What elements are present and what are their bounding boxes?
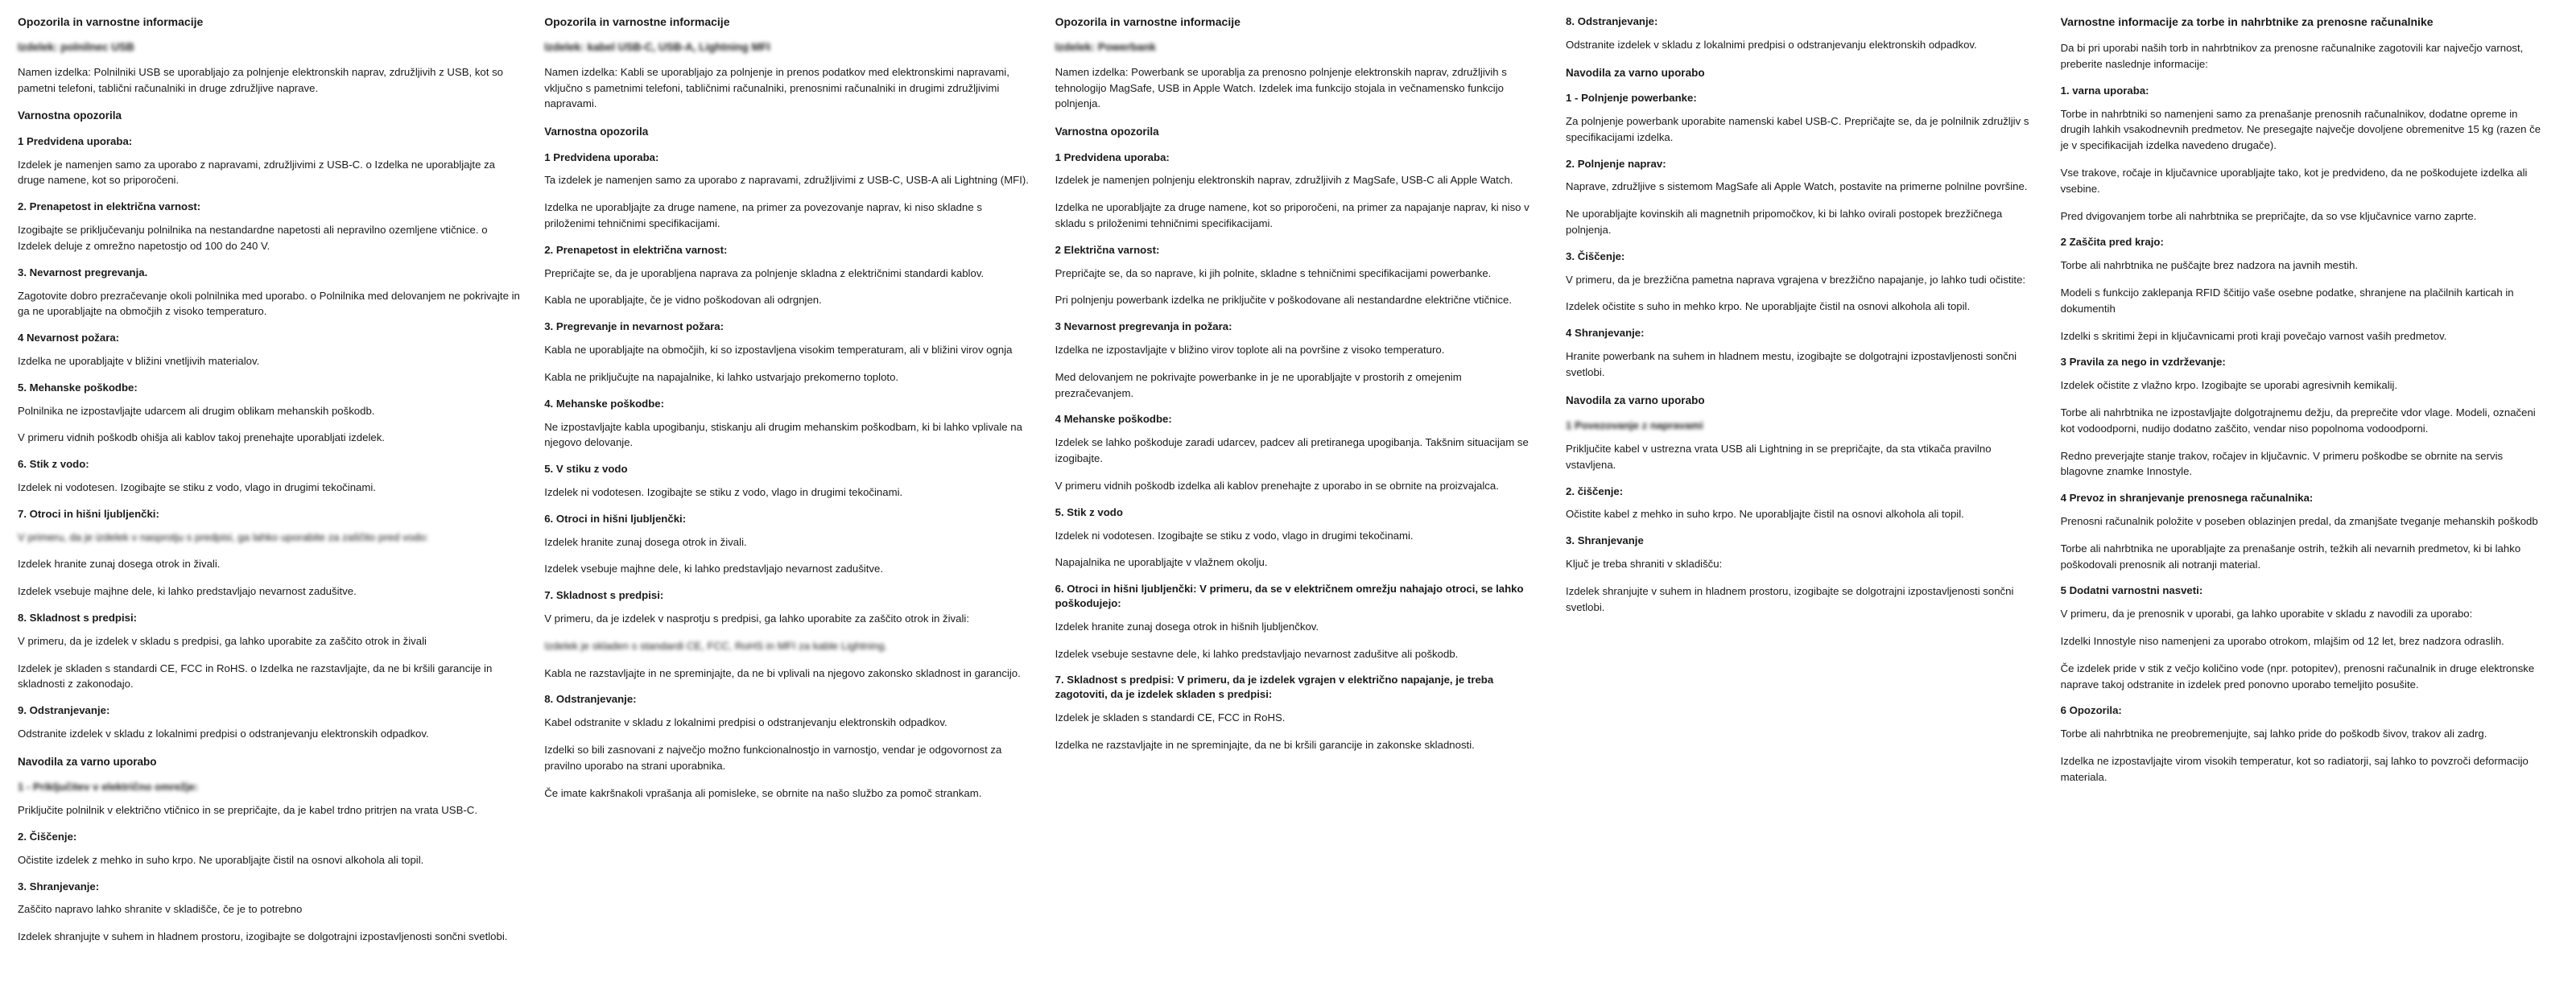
item-head: 5. Stik z vodo [1055, 505, 1123, 518]
item-text: Izdelek je namenjen polnjenju elektronskih naprav, združljivih z MagSafe, USB-C ali Apple Watch. [1055, 174, 1513, 187]
item-head: 7. Skladnost s predpisi: V primeru, da je izdelek vgrajen v električno napajanje, je treba zagotoviti, da je izdelek skladen s predpisi: [1055, 674, 1494, 701]
item-head: 7. Skladnost s predpisi: [544, 589, 664, 602]
item-head: 2. Prenapetost in električna varnost: [18, 200, 201, 213]
item-text: Zagotovite dobro prezračevanje okoli polnilnika med uporabo. o Polnilnika med delovanjem ne pokrivajte in ga ne uporabljajte na območjih z visoko temperaturo. [18, 289, 520, 318]
item-head: 4 Shranjevanje: [1566, 327, 1645, 340]
item-text: Izdelek se lahko poškoduje zaradi udarcev, padcev ali pretiranega upogibanja. Takšnim situacijam se izogibajte. [1055, 436, 1529, 465]
item-head: 3 Nevarnost pregrevanja in požara: [1055, 320, 1232, 333]
item-head: 5 Dodatni varnostni nasveti: [2060, 584, 2203, 597]
item-text: Napajalnika ne uporabljajte v vlažnem okolju. [1055, 556, 1268, 569]
item-head: 1 - Priključitev v električno omrežje: [18, 781, 199, 794]
item-text: Izdelek hranite zunaj dosega otrok in živali. [544, 535, 747, 548]
item-text: Ta izdelek je namenjen samo za uporabo z napravami, združljivimi z USB-C, USB-A ali Lightning (MFI). [544, 174, 1029, 187]
section-usage-2: Navodila za varno uporabo [1566, 394, 1705, 406]
item-text: Kabla ne priključujte na napajalnike, ki lahko ustvarjajo prekomerno toploto. [544, 370, 899, 383]
item-text: Kabel odstranite v skladu z lokalnimi predpisi o odstranjevanju elektronskih odpadkov. [544, 716, 947, 729]
item-head: 5. V stiku z vodo [544, 463, 628, 476]
item-text: V primeru vidnih poškodb izdelka ali kablov prenehajte z uporabo in se obrnite na proizvajalca. [1055, 479, 1499, 492]
item-text: Izogibajte se priključevanju polnilnika na nestandardne napetosti ali nepravilno ozemljene vtičnice. o Izdelek deluje z omrežno napetostjo od 100 do 240 V. [18, 224, 488, 252]
product-intro: Namen izdelka: Polnilniki USB se uporabljajo za polnjenje elektronskih naprav, združljivih z USB, kot so pametni telefoni, tablični računalniki in druge združljive naprave. [18, 65, 504, 94]
item-text: Zaščito napravo lahko shranite v skladišče, če je to potrebno [18, 903, 303, 916]
item-text: Izdelka ne razstavljajte in ne spreminjajte, da ne bi kršili garancije in zakonske skladnosti. [1055, 738, 1475, 751]
item-text: Izdelek je skladen s standardi CE, FCC in RoHS. [1055, 711, 1286, 724]
item-text: Torbe in nahrbtniki so namenjeni samo za prenašanje prenosnih računalnikov, dodatne opreme in drugih lahkih vsakodnevnih predmetov. Ne presegajte največje dovoljene obremenitve 15 kg (razen če je v specifikacijah izdelka navedeno drugače). [2060, 107, 2541, 152]
page-title: Opozorila in varnostne informacije [1055, 15, 1241, 28]
closing-text: Če imate kakršnakoli vprašanja ali pomisleke, se obrnite na našo službo za pomoč strankam. [544, 786, 982, 799]
item-head: 4 Mehanske poškodbe: [1055, 413, 1172, 426]
page-title: Varnostne informacije za torbe in nahrbtnike za prenosne računalnike [2060, 15, 2434, 28]
item-head: 6 Opozorila: [2060, 704, 2122, 717]
page-title: Opozorila in varnostne informacije [18, 15, 204, 28]
item-head: 1 - Polnjenje powerbanke: [1566, 92, 1697, 105]
item-head: 1 Predvidena uporaba: [544, 150, 659, 163]
item-text: Odstranite izdelek v skladu z lokalnimi predpisi o odstranjevanju elektronskih odpadkov. [1566, 38, 1977, 51]
item-head: 6. Otroci in hišni ljubljenčki: V primeru, da se v električnem omrežju nahajajo otroci, se lahko poškodujejo: [1055, 583, 1524, 609]
item-text: Očistite izdelek z mehko in suho krpo. Ne uporabljajte čistil na osnovi alkohola ali topil. [18, 853, 424, 866]
item-head: 1 Predvidena uporaba: [1055, 150, 1170, 163]
item-text: Izdelka ne izpostavljajte virom visokih temperatur, kot so radiatorji, saj lahko to povzroči deformacijo materiala. [2060, 754, 2529, 783]
item-head: 4 Nevarnost požara: [18, 332, 120, 344]
item-head: 4. Mehanske poškodbe: [544, 397, 664, 410]
item-text: Izdelek vsebuje majhne dele, ki lahko predstavljajo nevarnost zadušitve. [544, 563, 883, 575]
item-head: 5. Mehanske poškodbe: [18, 381, 138, 394]
item-head: 6. Stik z vodo: [18, 458, 89, 471]
item-text: Očistite kabel z mehko in suho krpo. Ne uporabljajte čistil na osnovi alkohola ali topil. [1566, 508, 1964, 521]
item-head: 9. Odstranjevanje: [18, 704, 110, 717]
item-text: Hranite powerbank na suhem in hladnem mestu, izogibajte se dolgotrajni izpostavljenosti sončni svetlobi. [1566, 349, 2017, 378]
column-charger [11, 14, 538, 956]
item-head: 1. varna uporaba: [2060, 84, 2149, 97]
item-head: 6. Otroci in hišni ljubljenčki: [544, 512, 687, 525]
item-text: V primeru, da je prenosnik v uporabi, ga lahko uporabite v skladu z navodili za uporabo: [2060, 608, 2473, 621]
item-text: Kabla ne uporabljajte, če je vidno poškodovan ali odrgnjen. [544, 294, 822, 307]
section-warnings: Varnostna opozorila [1055, 126, 1159, 138]
item-head: 3. Čiščenje: [1566, 249, 1625, 262]
column-powerbank [1049, 14, 1559, 765]
item-text: Torbe ali nahrbtnika ne uporabljajte za prenašanje ostrih, težkih ali nevarnih predmetov, ki bi lahko poškodovali prenosnik ali notranji material. [2060, 542, 2521, 571]
item-text: V primeru vidnih poškodb ohišja ali kablov takoj prenehajte uporabljati izdelek. [18, 431, 385, 444]
item-text: Izdelka ne uporabljajte za druge namene, kot so priporočeni, na primer za napajanje naprav, ki niso v skladu s priloženimi tehničnimi specifikacijami. [1055, 201, 1530, 230]
item-text: Prepričajte se, da je uporabljena naprava za polnjenje skladna z električnimi standardi kablov. [544, 266, 985, 279]
item-text: Če izdelek pride v stik z večjo količino vode (npr. potopitev), prenosni računalnik in druge elektronske naprave takoj odstranite in izdelek pred ponovno uporabo temeljito posušite. [2060, 662, 2535, 691]
item-text: Izdelka ne uporabljajte za druge namene, na primer za povezovanje naprav, ki niso skladne s priloženimi tehničnimi specifikacijami. [544, 201, 982, 230]
item-head: 8. Odstranjevanje: [544, 693, 637, 706]
item-head: 3. Shranjevanje: [18, 880, 100, 893]
item-text: Priključite polnilnik v električno vtičnico in se prepričajte, da je kabel trdno pritrjen na vrata USB-C. [18, 804, 477, 817]
item-text: Izdelek shranjujte v suhem in hladnem prostoru, izogibajte se dolgotrajni izpostavljenosti sončni svetlobi. [1566, 584, 2014, 613]
item-text: Izdelek očistite s suho in mehko krpo. Ne uporabljajte čistil na osnovi alkohola ali topil. [1566, 300, 1971, 313]
section-warnings: Varnostna opozorila [544, 126, 649, 138]
item-text: Pred dvigovanjem torbe ali nahrbtnika se prepričajte, da so vse ključavnice varno zaprte. [2060, 209, 2477, 222]
product-subtitle: Izdelek: polnilnec USB [18, 41, 134, 54]
column-powerbank-continued [1559, 14, 2054, 626]
item-text: Torbe ali nahrbtnika ne izpostavljajte dolgotrajnemu dežju, da preprečite vdor vlage. Modeli, označeni kot vodoodporni, nudijo dodatno zaščito, vendar niso popolnoma vodoodporni. [2060, 406, 2536, 435]
item-head: 3 Pravila za nego in vzdrževanje: [2060, 356, 2226, 369]
product-subtitle: Izdelek: Powerbank [1055, 41, 1156, 54]
product-intro: Namen izdelka: Powerbank se uporablja za prenosno polnjenje elektronskih naprav, združljivih s tehnologijo MagSafe, USB in Apple Watch. Izdelek ima funkcijo stojala in večnamensko funkcijo polnjenja. [1055, 65, 1507, 110]
item-text: Za polnjenje powerbank uporabite namenski kabel USB-C. Prepričajte se, da je polnilnik združljiv s specifikacijami izdelka. [1566, 114, 2029, 143]
item-text: Izdelek je skladen s standardi CE, FCC in RoHS. o Izdelka ne razstavljajte, da ne bi kršili garancije in skladnosti z zakonodajo. [18, 662, 493, 691]
item-text: Modeli s funkcijo zaklepanja RFID ščitijo vaše osebne podatke, shranjene na plačilnih karticah in dokumentih [2060, 286, 2514, 315]
item-head: 7. Otroci in hišni ljubljenčki: [18, 507, 159, 520]
item-text: Ključ je treba shraniti v skladišču: [1566, 557, 1723, 570]
item-text: Pri polnjenju powerbank izdelka ne priključite v poškodovane ali nestandardne električne vtičnice. [1055, 294, 1513, 307]
item-text: Izdelek hranite zunaj dosega otrok in hišnih ljubljenčkov. [1055, 620, 1319, 633]
item-head: 3. Pregrevanje in nevarnost požara: [544, 320, 724, 333]
item-text: Izdelki Innostyle niso namenjeni za uporabo otrokom, mlajšim od 12 let, brez nadzora odraslih. [2060, 634, 2504, 647]
section-warnings: Varnostna opozorila [18, 109, 122, 122]
item-text: V primeru, da je izdelek v nasprotju s predpisi, ga lahko uporabite za zaščito pred vodo: [18, 530, 429, 543]
item-text: Izdelek ni vodotesen. Izogibajte se stiku z vodo, vlago in drugimi tekočinami. [544, 485, 903, 498]
item-head: 2. Čiščenje: [18, 830, 77, 843]
product-intro: Namen izdelka: Kabli se uporabljajo za polnjenje in prenos podatkov med elektronskimi napravami, vključno s pametnimi telefoni, tabličnimi računalniki, prenosnimi računalniki in drugimi združljivimi napravami. [544, 65, 1009, 110]
product-subtitle: Izdelek: kabel USB-C, USB-A, Lightning MFI [544, 41, 770, 54]
item-text: Izdelek je skladen s standardi CE, FCC, RoHS in MFI za kable Lightning. [544, 639, 888, 652]
item-text: Izdelek očistite z vlažno krpo. Izogibajte se uporabi agresivnih kemikalij. [2060, 379, 2398, 392]
item-text: V primeru, da je izdelek v skladu s predpisi, ga lahko uporabite za zaščito otrok in živali [18, 634, 427, 647]
item-text: Prepričajte se, da so naprave, ki jih polnite, skladne s tehničnimi specifikacijami powerbanke. [1055, 266, 1492, 279]
item-text: Prenosni računalnik položite v poseben oblazinjen predal, da zmanjšate tveganje mehanskih poškodb [2060, 514, 2538, 527]
item-text: Naprave, združljive s sistemom MagSafe ali Apple Watch, postavite na primerne polnilne površine. [1566, 180, 2028, 193]
item-text: Kabla ne uporabljajte na območjih, ki so izpostavljena visokim temperaturam, ali v bližini virov ognja [544, 344, 1013, 357]
item-text: Torbe ali nahrbtnika ne puščajte brez nadzora na javnih mestih. [2060, 259, 2359, 272]
item-head: 2. čiščenje: [1566, 484, 1624, 497]
item-text: Ne uporabljajte kovinskih ali magnetnih pripomočkov, ki bi lahko ovirali postopek brezžičnega polnjenja. [1566, 208, 2003, 236]
page-title: Opozorila in varnostne informacije [544, 15, 730, 28]
column-bags [2054, 14, 2565, 797]
item-head: 2 Zaščita pred krajo: [2060, 236, 2164, 249]
item-text: Izdelek hranite zunaj dosega otrok in živali. [18, 558, 221, 571]
item-head: 1 Predvidena uporaba: [18, 134, 133, 147]
item-text: Izdelek ni vodotesen. Izogibajte se stiku z vodo, vlago in drugimi tekočinami. [18, 480, 376, 493]
item-head: 3. Nevarnost pregrevanja. [18, 266, 148, 278]
item-text: Izdelka ne izpostavljajte v bližino virov toplote ali na površine z visoko temperaturo. [1055, 344, 1445, 357]
item-text: Kabla ne razstavljajte in ne spreminjajte, da ne bi vplivali na njegovo zakonsko skladnost in garancijo. [544, 666, 1021, 679]
item-head: 3. Shranjevanje [1566, 534, 1644, 547]
item-text: Ne izpostavljajte kabla upogibanju, stiskanju ali drugim mehanskim poškodbam, ki bi lahko vplivale na njegovo delovanje. [544, 420, 1022, 449]
item-text: Priključite kabel v ustrezna vrata USB ali Lightning in se prepričajte, da sta vtikača pravilno vstavljena. [1566, 442, 1992, 471]
item-head: 2. Prenapetost in električna varnost: [544, 243, 728, 256]
item-head: 2 Električna varnost: [1055, 243, 1160, 256]
item-text: Med delovanjem ne pokrivajte powerbanke in je ne uporabljajte v prostorih z omejenim prezračevanjem. [1055, 370, 1462, 399]
item-text: V primeru, da je izdelek v nasprotju s predpisi, ga lahko uporabite za zaščito otrok in živali: [544, 612, 969, 625]
item-text: V primeru, da je brezžična pametna naprava vgrajena v brezžično napajanje, jo lahko tudi očistite: [1566, 273, 2026, 286]
item-head: 2. Polnjenje naprav: [1566, 157, 1666, 170]
item-text: Izdelka ne uporabljajte v bližini vnetljivih materialov. [18, 354, 260, 367]
product-intro: Da bi pri uporabi naših torb in nahrbtnikov za prenosne računalnike zagotovili kar največjo varnost, preberite naslednje informacije: [2060, 42, 2524, 70]
closing-text: Izdelki so bili zasnovani z največjo možno funkcionalnostjo in varnostjo, vendar je odgovornost za pravilno uporabo na strani uporabnika. [544, 743, 1002, 772]
item-head: 8. Skladnost s predpisi: [18, 611, 138, 624]
section-usage: Navodila za varno uporabo [18, 755, 157, 768]
item-text: Vse trakove, ročaje in ključavnice uporabljajte tako, kot je predvideno, da ne poškodujete izdelka ali vsebine. [2060, 166, 2528, 195]
item-text: Izdelek je namenjen samo za uporabo z napravami, združljivimi z USB-C. o Izdelka ne uporabljajte za druge namene, kot so priporočeni. [18, 158, 495, 187]
item-text: Redno preverjajte stanje trakov, ročajev in ključavnic. V primeru poškodbe se obrnite na servis blagovne znamke Innostyle. [2060, 449, 2504, 478]
column-cable [538, 14, 1048, 812]
item-text: Izdelek vsebuje sestavne dele, ki lahko predstavljajo nevarnost zadušitve ali poškodb. [1055, 647, 1459, 660]
item-text: Odstranite izdelek v skladu z lokalnimi predpisi o odstranjevanju elektronskih odpadkov. [18, 727, 429, 740]
item-text: Polnilnika ne izpostavljajte udarcem ali drugim oblikam mehanskih poškodb. [18, 404, 375, 417]
item-text: Izdelki s skritimi žepi in ključavnicami proti kraji povečajo varnost vaših predmetov. [2060, 329, 2447, 342]
item-head: 4 Prevoz in shranjevanje prenosnega računalnika: [2060, 492, 2314, 505]
item-head: 1 Povezovanje z napravami [1566, 419, 1703, 432]
item-text: Izdelek shranjujte v suhem in hladnem prostoru, izogibajte se dolgotrajni izpostavljenosti sončni svetlobi. [18, 930, 508, 943]
item-text: Torbe ali nahrbtnika ne preobremenjujte, saj lahko pride do poškodb šivov, trakov ali zadrg. [2060, 728, 2487, 740]
item-text: Izdelek ni vodotesen. Izogibajte se stiku z vodo, vlago in drugimi tekočinami. [1055, 529, 1414, 542]
section-usage: Navodila za varno uporabo [1566, 66, 1705, 79]
item-head: 8. Odstranjevanje: [1566, 15, 1658, 27]
item-text: Izdelek vsebuje majhne dele, ki lahko predstavljajo nevarnost zadušitve. [18, 585, 357, 598]
